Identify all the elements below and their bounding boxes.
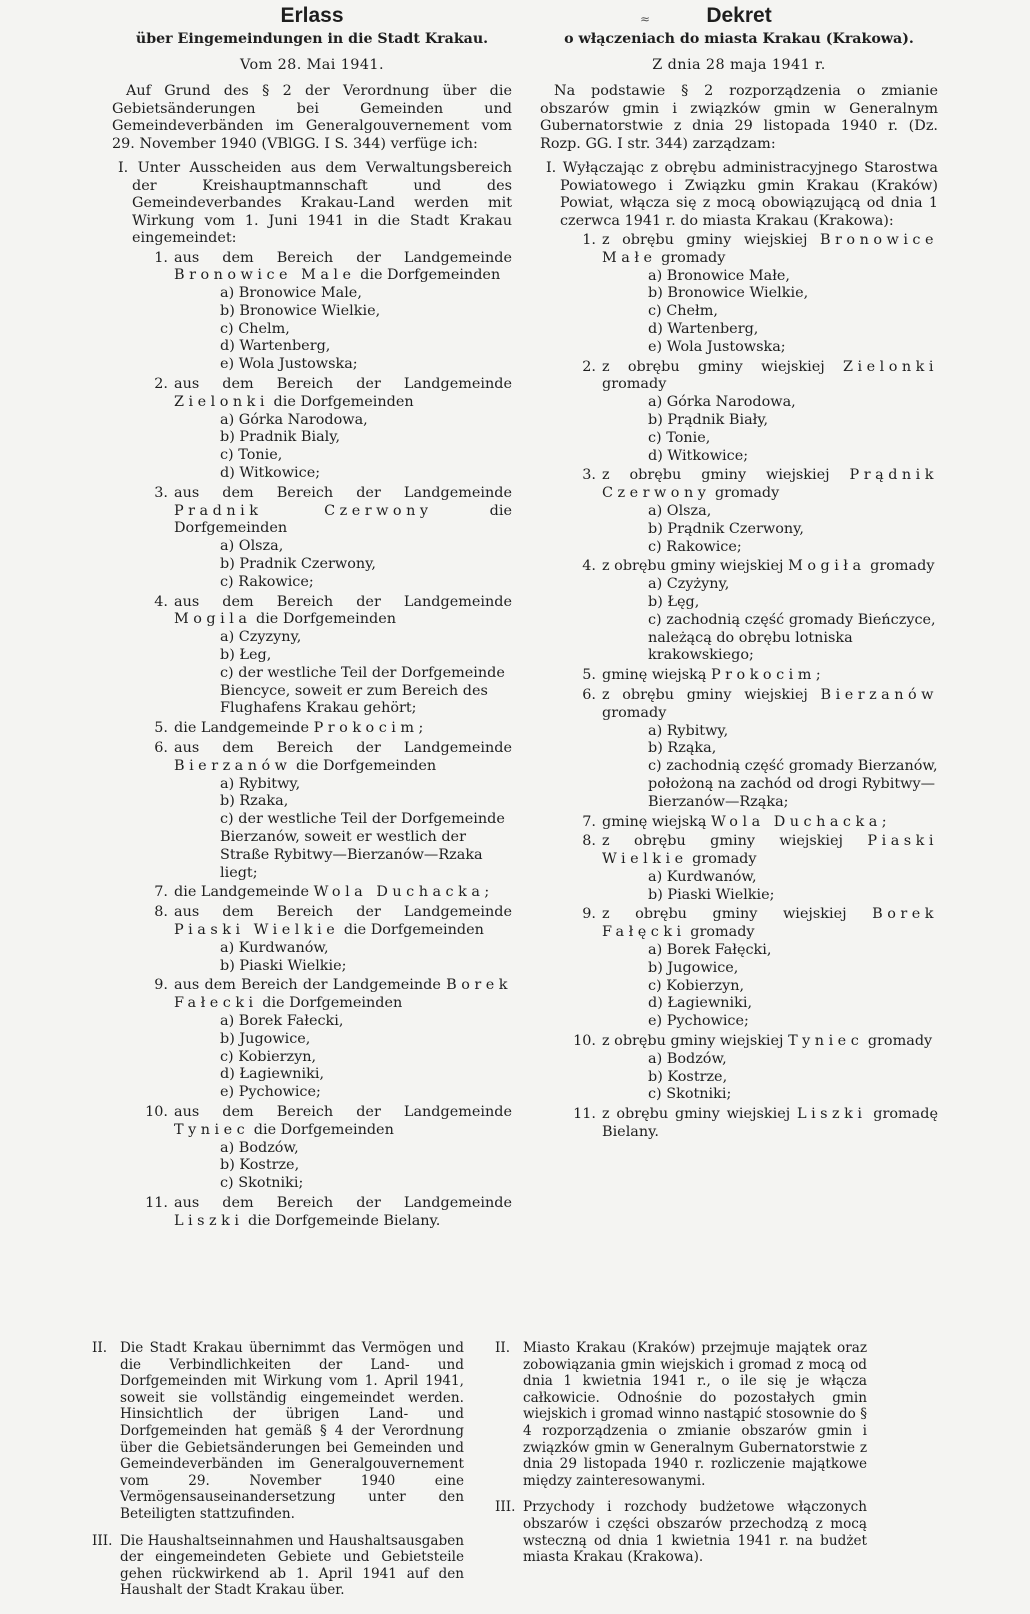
item-suffix: die Dorfgemeinden bbox=[339, 921, 484, 938]
item-number: 10. bbox=[145, 1103, 168, 1120]
item-heading bbox=[174, 740, 512, 776]
polish-section-3-number: III. bbox=[495, 1499, 516, 1516]
item-suffix: gromady bbox=[710, 485, 780, 502]
german-date: Vom 28. Mai 1941. bbox=[240, 57, 384, 73]
item-prefix: aus dem Bereich der Landgemeinde bbox=[174, 484, 512, 501]
sub-item: a) Borek Fałęcki, bbox=[648, 942, 772, 959]
sub-item: b) Jugowice, bbox=[648, 959, 739, 976]
sub-item: d) Witkowice; bbox=[648, 447, 749, 464]
polish-title: Dekret bbox=[706, 4, 772, 27]
sub-item: a) Kurdwanów, bbox=[220, 939, 329, 956]
municipality-name: Prądnik Czerwony bbox=[602, 467, 938, 502]
sub-item: a) Bodzów, bbox=[220, 1139, 299, 1156]
polish-section-3 bbox=[495, 1499, 867, 1565]
item-heading bbox=[174, 485, 512, 538]
item-heading bbox=[602, 814, 938, 832]
item-number: 6. bbox=[154, 740, 168, 757]
item-number: 8. bbox=[582, 833, 596, 850]
item-prefix: z obrębu gminy wiejskiej bbox=[602, 358, 844, 375]
sub-item: b) Jugowice, bbox=[220, 1030, 311, 1047]
sub-item: a) Górka Narodowa, bbox=[220, 411, 368, 428]
item-number: 4. bbox=[582, 558, 596, 575]
polish-section-2 bbox=[495, 1340, 867, 1489]
item-heading bbox=[602, 667, 938, 685]
list-item bbox=[540, 232, 938, 357]
item-number: 2. bbox=[154, 376, 168, 393]
sub-item: a) Bronowice Małe, bbox=[648, 267, 790, 284]
item-prefix: die Landgemeinde bbox=[174, 720, 314, 737]
sub-item: a) Kurdwanów, bbox=[648, 868, 757, 885]
sub-item: b) Pradnik Czerwony, bbox=[220, 556, 376, 573]
item-suffix: die Dorfgemeinden bbox=[355, 267, 501, 284]
sub-item: a) Górka Narodowa, bbox=[648, 394, 796, 411]
item-prefix: z obrębu gminy wiejskiej bbox=[602, 686, 821, 703]
item-prefix: z obrębu gminy wiejskiej bbox=[602, 906, 873, 923]
item-prefix: aus dem Bereich der Landgemeinde bbox=[174, 593, 512, 610]
list-item bbox=[112, 884, 512, 902]
list-item bbox=[112, 904, 512, 975]
municipality-name: Prokocim bbox=[313, 720, 419, 737]
item-suffix: die Dorfgemeinden bbox=[291, 757, 437, 774]
german-section-3-text: Die Haushaltseinnahmen und Haushaltsausgaben der eingemeindeten Gebiete und Gebietsteile gehen rückwirkend ab 1. April 1941 auf den Haushalt der Stadt Krakau über. bbox=[120, 1532, 464, 1599]
polish-date: Z dnia 28 maja 1941 r. bbox=[652, 57, 826, 73]
item-suffix: die Dorfgemeinden bbox=[251, 611, 397, 628]
sub-item: b) Pradnik Bialy, bbox=[220, 429, 341, 446]
sub-item: b) Łeg, bbox=[220, 647, 272, 664]
item-heading bbox=[602, 232, 938, 268]
item-number: 11. bbox=[145, 1194, 168, 1211]
item-number: 4. bbox=[154, 593, 168, 610]
municipality-name: Prokocim bbox=[710, 667, 816, 684]
item-suffix: die Dorfgemeinden bbox=[249, 1121, 394, 1138]
municipality-name: Bronowice Male bbox=[174, 267, 356, 284]
item-number: 1. bbox=[154, 249, 168, 266]
german-item-list bbox=[112, 250, 512, 1231]
sub-item: c) der westliche Teil der Dorfgemeinde Biencyce, soweit er zum Bereich des Flughafens Krakau gehört; bbox=[220, 664, 505, 717]
item-prefix: z obrębu gminy wiejskiej bbox=[602, 1106, 798, 1123]
item-suffix: ; bbox=[418, 720, 424, 737]
polish-closing bbox=[495, 1340, 867, 1576]
german-section-3 bbox=[92, 1533, 464, 1599]
sub-item: b) Bronowice Wielkie, bbox=[220, 302, 381, 319]
sub-item: a) Borek Fałecki, bbox=[220, 1012, 344, 1029]
sub-item: c) Kobierzyn, bbox=[648, 977, 745, 994]
item-prefix: aus dem Bereich der Landgemeinde bbox=[174, 740, 512, 757]
item-prefix: gminę wiejską bbox=[602, 813, 711, 830]
municipality-name: Pradnik Czerwony bbox=[174, 502, 433, 519]
item-heading bbox=[174, 250, 512, 286]
item-number: 1. bbox=[582, 232, 596, 248]
german-section-3-number: III. bbox=[92, 1532, 113, 1549]
municipality-name: Mogila bbox=[174, 611, 252, 628]
list-item bbox=[112, 376, 512, 483]
item-number: 8. bbox=[154, 904, 168, 921]
german-column bbox=[112, 0, 512, 1231]
municipality-name: Bierzanów bbox=[820, 686, 938, 703]
item-suffix: ; bbox=[484, 884, 490, 901]
item-suffix: die Dorfgemeinden bbox=[174, 502, 513, 537]
sub-item: a) Czyzyny, bbox=[220, 629, 302, 646]
sub-item: e) Wola Justowska; bbox=[648, 338, 786, 355]
item-prefix: aus dem Bereich der Landgemeinde bbox=[174, 904, 512, 921]
municipality-name: Bierzanów bbox=[174, 757, 292, 774]
list-item bbox=[112, 977, 512, 1102]
list-item bbox=[540, 833, 938, 904]
sub-item: c) Skotniki; bbox=[648, 1086, 732, 1103]
item-number: 9. bbox=[582, 906, 596, 923]
polish-section-3-text: Przychody i rozchody budżetowe włączonych obszarów i części obszarów przechodzą z mocą wsteczną od dnia 1 kwietnia 1941 r. na budżet miasta Krakau (Krakowa). bbox=[523, 1499, 867, 1566]
sub-item: a) Olsza, bbox=[648, 502, 712, 519]
item-suffix: ; bbox=[881, 813, 887, 830]
sub-item: a) Czyżyny, bbox=[648, 576, 730, 593]
item-heading bbox=[174, 720, 512, 738]
municipality-name: Tyniec bbox=[788, 1033, 864, 1050]
item-heading bbox=[174, 1104, 512, 1140]
sub-item: c) der westliche Teil der Dorfgemeinde Bierzanów, soweit er westlich der Straße Rybitwy—Bierzanów—Rzaka liegt; bbox=[220, 811, 505, 881]
list-item bbox=[112, 1104, 512, 1193]
polish-intro: Na podstawie § 2 rozporządzenia o zmianie obszarów gmin i związków gmin w Generalnym Gubernatorstwie z dnia 29 listopada 1940 r. (Dz. Rozp. GG. I str. 344) zarządzam: bbox=[540, 83, 938, 152]
item-prefix: aus dem Bereich der Landgemeinde bbox=[174, 1103, 512, 1120]
sub-item: c) zachodnią część gromady Bieńczyce, należącą do obrębu lotniska krakowskiego; bbox=[648, 611, 936, 664]
item-heading bbox=[602, 833, 938, 869]
item-heading bbox=[174, 594, 512, 630]
item-number: 7. bbox=[154, 884, 168, 901]
item-prefix: aus dem Bereich der Landgemeinde bbox=[174, 249, 512, 266]
german-closing bbox=[92, 1340, 464, 1609]
sub-item: c) zachodnią część gromady Bierzanów, położoną na zachód od drogi Rybitwy—Bierzanów—Rząka; bbox=[648, 758, 938, 810]
item-prefix: z obrębu gminy wiejskiej bbox=[602, 833, 868, 850]
list-item bbox=[112, 250, 512, 375]
item-heading bbox=[174, 977, 512, 1013]
sub-item: b) Łęg, bbox=[648, 593, 700, 610]
item-heading bbox=[602, 906, 938, 942]
sub-item: a) Bodzów, bbox=[648, 1050, 727, 1067]
decorative-mark: ≈ bbox=[640, 12, 651, 26]
municipality-name: Borek Fałecki bbox=[174, 977, 512, 1012]
polish-column bbox=[540, 0, 938, 1142]
list-item bbox=[540, 467, 938, 556]
sub-item: a) Rybitwy, bbox=[220, 775, 301, 792]
item-heading bbox=[174, 884, 512, 902]
sub-item: c) Chelm, bbox=[220, 320, 290, 337]
item-suffix: gromady bbox=[687, 851, 757, 868]
sub-item: e) Wola Justowska; bbox=[220, 356, 358, 373]
item-suffix: gromady bbox=[863, 1033, 933, 1050]
sub-item: c) Rakowice; bbox=[220, 573, 314, 590]
item-heading bbox=[602, 687, 938, 723]
list-item bbox=[112, 485, 512, 592]
municipality-name: Mogiła bbox=[788, 558, 866, 575]
item-prefix: z obrębu gminy wiejskiej bbox=[602, 467, 850, 484]
item-prefix: z obrębu gminy wiejskiej bbox=[602, 232, 820, 248]
item-suffix: gromady bbox=[685, 924, 755, 941]
item-number: 3. bbox=[154, 484, 168, 501]
sub-item: e) Pychowice; bbox=[220, 1084, 321, 1101]
list-item bbox=[540, 558, 938, 665]
sub-item: a) Bronowice Male, bbox=[220, 285, 362, 302]
item-suffix: gromady bbox=[656, 249, 726, 266]
sub-item: e) Pychowice; bbox=[648, 1013, 749, 1030]
list-item bbox=[112, 1195, 512, 1231]
item-suffix: gromady bbox=[865, 558, 935, 575]
list-item bbox=[112, 720, 512, 738]
polish-item-list bbox=[540, 232, 938, 1142]
list-item bbox=[112, 740, 512, 882]
item-suffix: gromady bbox=[602, 704, 667, 721]
item-number: 5. bbox=[582, 667, 596, 684]
item-number: 5. bbox=[154, 720, 168, 737]
municipality-name: Wola Duchacka bbox=[710, 813, 882, 830]
polish-section-1: I. Wyłączając z obrębu administracyjnego Starostwa Powiatowego i Związku gmin Krakau (Kraków) Powiat, włącza się z mocą obowiązującą od dnia 1 czerwca 1941 r. do miasta Krakau (Krakowa): bbox=[546, 160, 938, 229]
german-section-2 bbox=[92, 1340, 464, 1523]
municipality-name: Zielonki bbox=[843, 358, 938, 375]
item-prefix: z obrębu gminy wiejskiej bbox=[602, 558, 789, 575]
polish-section-2-number: II. bbox=[495, 1340, 511, 1356]
german-subtitle: über Eingemeindungen in die Stadt Krakau. bbox=[135, 31, 489, 47]
german-section-1: I. Unter Ausscheiden aus dem Verwaltungsbereich der Kreishauptmannschaft und des Gemeindeverbandes Krakau-Land werden mit Wirkung vom 1. Juni 1941 in die Stadt Krakau eingemeindet: bbox=[118, 160, 512, 246]
item-heading bbox=[602, 558, 938, 576]
item-prefix: die Landgemeinde bbox=[174, 884, 314, 901]
sub-item: b) Prądnik Czerwony, bbox=[648, 520, 804, 537]
german-section-2-number: II. bbox=[92, 1340, 108, 1356]
sub-item: d) Witkowice; bbox=[220, 465, 321, 482]
sub-item: b) Piaski Wielkie; bbox=[648, 886, 775, 903]
list-item bbox=[540, 1106, 938, 1142]
sub-item: a) Olsza, bbox=[220, 538, 284, 555]
item-heading bbox=[174, 1195, 512, 1231]
item-suffix: gromadę Bielany. bbox=[602, 1106, 938, 1141]
item-suffix: die Dorfgemeinde Bielany. bbox=[243, 1212, 441, 1229]
sub-item: b) Kostrze, bbox=[648, 1068, 728, 1085]
item-suffix: die Dorfgemeinden bbox=[257, 995, 403, 1012]
sub-item: b) Rzaka, bbox=[220, 793, 289, 810]
item-heading bbox=[602, 1106, 938, 1142]
list-item bbox=[540, 687, 938, 812]
municipality-name: Piaski Wielkie bbox=[174, 921, 340, 938]
sub-item: b) Bronowice Wielkie, bbox=[648, 285, 809, 302]
item-heading bbox=[174, 904, 512, 940]
sub-item: b) Prądnik Biały, bbox=[648, 411, 769, 428]
sub-item: d) Łagiewniki, bbox=[220, 1066, 325, 1083]
item-heading bbox=[602, 467, 938, 503]
municipality-name: Liszki bbox=[797, 1106, 867, 1123]
municipality-name: Tyniec bbox=[174, 1121, 250, 1138]
german-title: Erlass bbox=[280, 4, 344, 27]
list-item bbox=[540, 359, 938, 466]
sub-item: b) Kostrze, bbox=[220, 1157, 300, 1174]
municipality-name: Zielonki bbox=[174, 393, 269, 410]
list-item bbox=[540, 667, 938, 685]
municipality-name: Borek Fałęcki bbox=[602, 906, 938, 941]
item-suffix: die Dorfgemeinden bbox=[268, 393, 414, 410]
sub-item: b) Piaski Wielkie; bbox=[220, 957, 347, 974]
sub-item: c) Chełm, bbox=[648, 303, 718, 320]
list-item bbox=[540, 1033, 938, 1104]
sub-item: c) Kobierzyn, bbox=[220, 1048, 317, 1065]
item-heading bbox=[174, 376, 512, 412]
item-prefix: gminę wiejską bbox=[602, 667, 711, 684]
polish-section-2-text: Miasto Krakau (Kraków) przejmuje majątek oraz zobowiązania gmin wiejskich i gromad z mocą od dnia 1 kwietnia 1941 r., o ile się je włącza całkowicie. Odnośnie do pozostałych gmin wiejskich i gromad winno nastąpić stosownie do § 4 rozporządzenia o zmianie obszarów gmin i związków gmin w Generalnym Gubernatorstwie z dnia 29 listopada 1940 r. rozliczenie majątkowe między zainteresowanymi. bbox=[523, 1340, 867, 1489]
item-number: 2. bbox=[582, 358, 596, 375]
sub-item: d) Łagiewniki, bbox=[648, 995, 753, 1012]
item-number: 6. bbox=[582, 686, 596, 703]
item-number: 3. bbox=[582, 467, 596, 484]
item-heading bbox=[602, 359, 938, 395]
municipality-name: Piaski Wielkie bbox=[602, 833, 938, 868]
item-heading bbox=[602, 1033, 938, 1051]
item-prefix: aus dem Bereich der Landgemeinde bbox=[174, 1194, 512, 1211]
municipality-name: Wola Duchacka bbox=[313, 884, 485, 901]
german-section-2-text: Die Stadt Krakau übernimmt das Vermögen und die Verbindlichkeiten der Land- und Dorfgemeinden mit Wirkung vom 1. April 1941, soweit sie vollständig eingemeindet werden. Hinsichtlich der übrigen Land- und Dorfgemeinden hat gemäß § 4 der Verordnung über die Gebietsänderungen bei Gemeinden und Gemeindeverbänden im Generalgouvernement vom 29. November 1940 eine Vermögensauseinandersetzung unter den Beteiligten stattzufinden. bbox=[120, 1340, 464, 1522]
sub-item: c) Rakowice; bbox=[648, 538, 742, 555]
polish-subtitle: o włączeniach do miasta Krakau (Krakowa). bbox=[564, 31, 914, 47]
sub-item: c) Skotniki; bbox=[220, 1175, 304, 1192]
list-item bbox=[112, 594, 512, 719]
sub-item: d) Wartenberg, bbox=[648, 320, 759, 337]
sub-item: c) Tonie, bbox=[220, 447, 283, 464]
item-suffix: gromady bbox=[602, 376, 667, 393]
municipality-name: Liszki bbox=[174, 1212, 244, 1229]
item-prefix: aus dem Bereich der Landgemeinde bbox=[174, 376, 512, 393]
item-number: 7. bbox=[582, 813, 596, 830]
list-item bbox=[540, 906, 938, 1031]
sub-item: d) Wartenberg, bbox=[220, 338, 331, 355]
sub-item: b) Rząka, bbox=[648, 740, 717, 757]
municipality-name: Bronowice Małe bbox=[602, 232, 938, 266]
item-number: 9. bbox=[154, 977, 168, 994]
list-item bbox=[540, 814, 938, 832]
sub-item: a) Rybitwy, bbox=[648, 722, 729, 739]
item-number: 11. bbox=[573, 1106, 596, 1123]
german-intro: Auf Grund des § 2 der Verordnung über die Gebietsänderungen bei Gemeinden und Gemeindeverbänden im Generalgouvernement vom 29. November 1940 (VBlGG. I S. 344) verfüge ich: bbox=[112, 83, 512, 152]
sub-item: c) Tonie, bbox=[648, 429, 711, 446]
item-number: 10. bbox=[573, 1033, 596, 1050]
item-prefix: z obrębu gminy wiejskiej bbox=[602, 1033, 789, 1050]
item-prefix: aus dem Bereich der Landgemeinde bbox=[174, 977, 447, 994]
item-suffix: ; bbox=[815, 667, 821, 684]
